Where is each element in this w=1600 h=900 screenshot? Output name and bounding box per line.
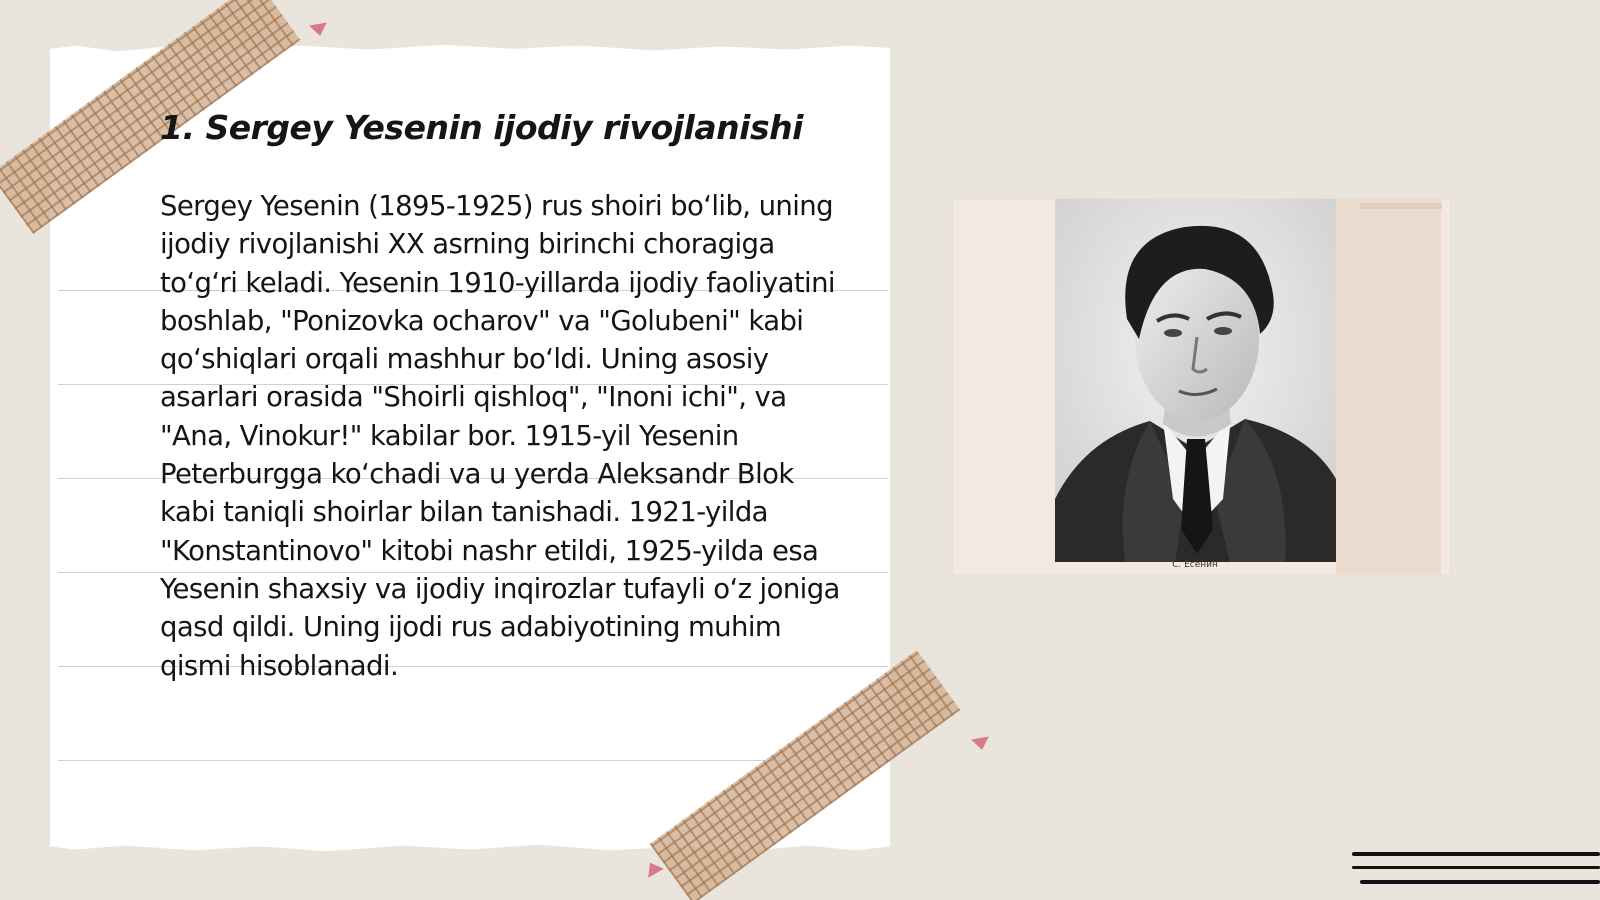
tape-corner-decoration	[971, 737, 991, 752]
decorative-line	[1352, 852, 1600, 856]
slide-title: 1. Sergey Yesenin ijodiy rivojlanishi	[160, 108, 803, 147]
slide-body-text: Sergey Yesenin (1895-1925) rus shoiri bo‘lib, uning ijodiy rivojlanishi XX asrning birinchi choragiga to‘g‘ri keladi. Yesenin 1910-yillarda ijodiy faoliyatini boshlab, "Ponizovka ocharov" va "Golubeni" kabi qo‘shiqlari orqali mashhur bo‘ldi. Uning asosiy asarlari orasida "Shoirli qishloq", "Inoni ichi", va "Ana, Vinokur!" kabilar bor. 1915-yil Yesenin Peterburgga ko‘chadi va u yerda Aleksandr Blok kabi taniqli shoirlar bilan tanishadi. 1921-yilda "Konstantinovo" kitobi nashr etildi, 1925-yilda esa Yesenin shaxsiy va ijodiy inqirozlar tufayli o‘z joniga qasd qildi. Uning ijodi rus adabiyotining muhim qismi hisoblanadi.	[160, 190, 840, 682]
decorative-line	[1360, 880, 1600, 884]
photo-top-note	[1360, 203, 1442, 209]
tape-corner-decoration	[642, 858, 664, 877]
portrait-image	[1055, 199, 1336, 562]
photo-side-strip	[1336, 199, 1441, 574]
tape-corner-decoration	[309, 23, 329, 38]
portrait-drawing	[1055, 199, 1336, 562]
photo-caption: С. Есенин	[1172, 560, 1218, 570]
decorative-line	[1352, 866, 1600, 869]
